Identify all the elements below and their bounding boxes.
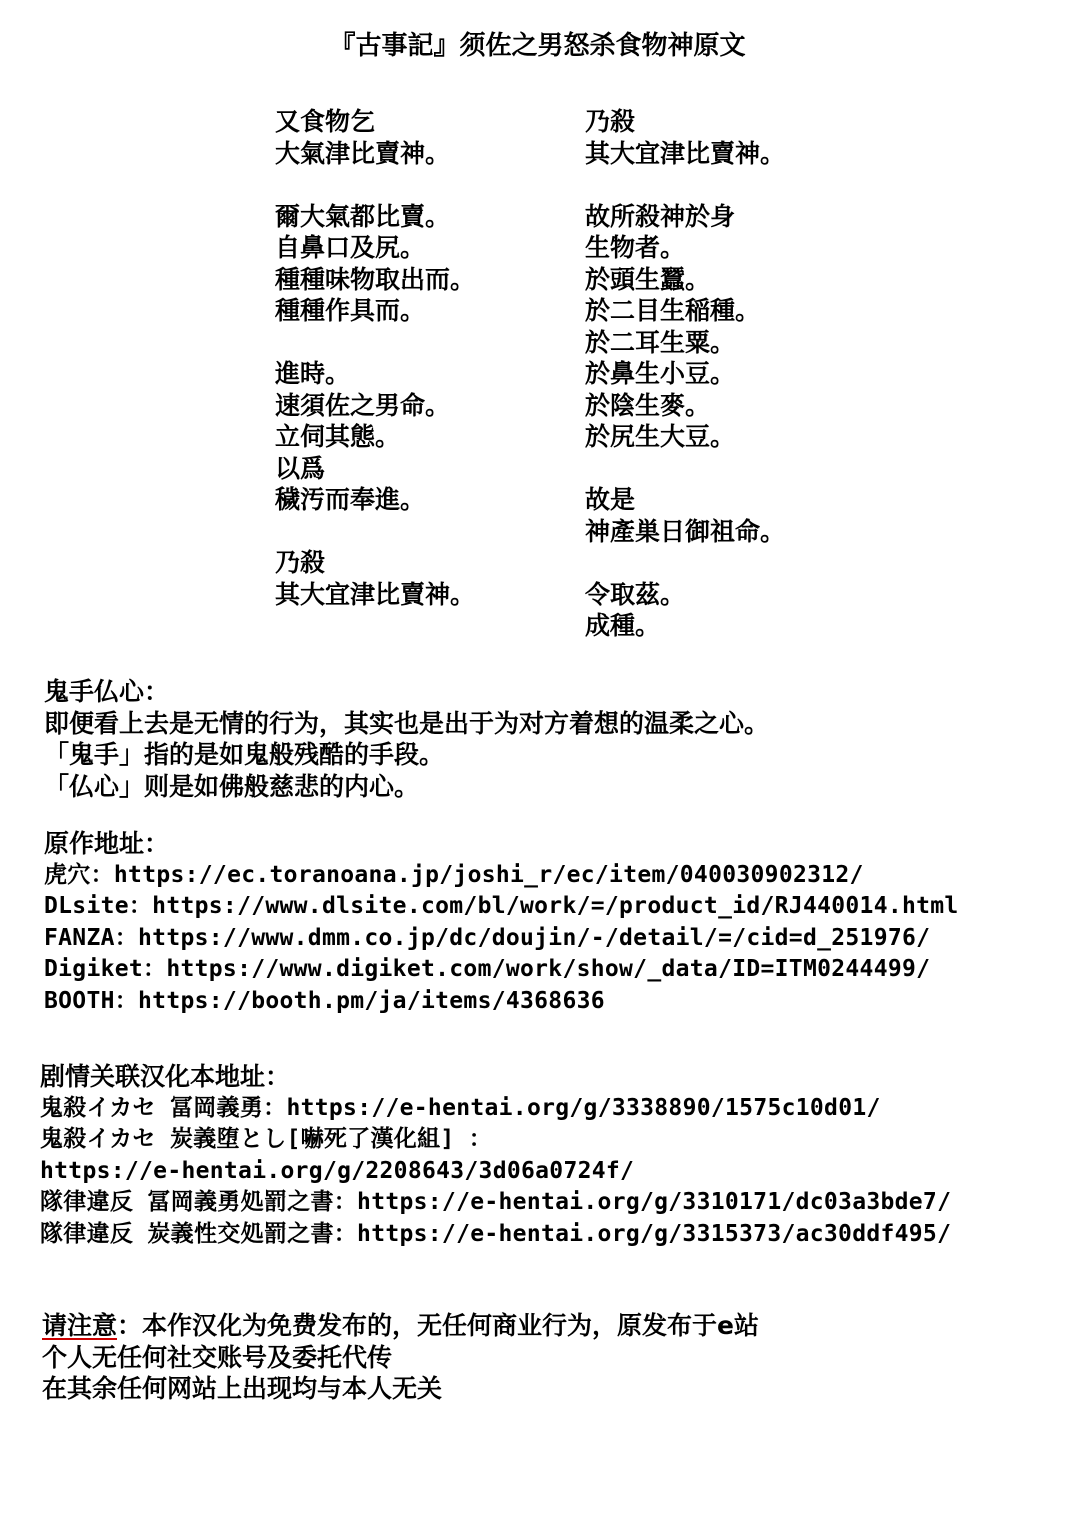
link-booth[interactable]: BOOTH：https://booth.pm/ja/items/4368636 [44, 987, 605, 1014]
link-toranoana[interactable]: 虎穴：https://ec.toranoana.jp/joshi_r/ec/item/040030902312/ [44, 861, 864, 888]
poem-line: 種種味物取出而。 [275, 264, 476, 294]
related-link[interactable]: 隊律違反 冨岡義勇処罰之書：https://e-hentai.org/g/3310171/dc03a3bde7/ [40, 1189, 952, 1215]
note-line: 即便看上去是无情的行为，其实也是出于为对方着想的温柔之心。 [44, 708, 770, 738]
poem-stanza [585, 106, 785, 169]
note-line: 「鬼手」指的是如鬼般残酷的手段。 [44, 740, 445, 769]
poem-stanza [585, 201, 785, 453]
page-title: 『古事記』须佐之男怒杀食物神原文 [329, 31, 746, 61]
poem-line: 立伺其態。 [275, 422, 401, 451]
poem-line: 故是 [585, 485, 636, 514]
related-link-title: 鬼殺イカセ 炭義堕とし[嚇死了漢化組] ： [40, 1126, 492, 1152]
poem-line: 乃殺 [585, 107, 636, 136]
related-link[interactable]: 鬼殺イカセ 冨岡義勇：https://e-hentai.org/g/3338890/1575c10d01/ [40, 1094, 881, 1121]
poem-line: 故所殺神於身 [585, 201, 736, 231]
poem-stanza [275, 201, 475, 327]
related-links-section [40, 1061, 951, 1250]
poem-line: 於尻生大豆。 [585, 422, 736, 451]
poem-stanza [585, 484, 785, 547]
poem-line: 以爲 [275, 453, 326, 483]
note-section [44, 676, 769, 802]
notice-label: 请注意 [42, 1311, 118, 1340]
poem-right-column [585, 106, 785, 673]
poem-stanza [585, 579, 785, 642]
poem-line: 速須佐之男命。 [275, 390, 451, 420]
poem-line: 乃殺 [275, 548, 326, 577]
poem-line: 穢汚而奉進。 [275, 485, 426, 514]
poem-line: 神產巣日御祖命。 [585, 516, 786, 546]
notice-line: 个人无任何社交账号及委托代传 [42, 1342, 393, 1372]
link-fanza[interactable]: FANZA：https://www.dmm.co.jp/dc/doujin/-/detail/=/cid=d_251976/ [44, 924, 931, 951]
poem-line: 於頭生蠶。 [585, 264, 711, 294]
poem-line: 其大宜津比賣神。 [585, 138, 786, 168]
related-links-heading: 剧情关联汉化本地址： [40, 1062, 291, 1091]
poem-line: 於二目生稲種。 [585, 296, 761, 325]
notice-first-text: ：本作汉化为免费发布的，无任何商业行为，原发布于e站 [117, 1311, 759, 1340]
original-links-heading: 原作地址： [44, 829, 170, 858]
poem-stanza [275, 106, 475, 169]
poem-line: 於陰生麥。 [585, 390, 711, 420]
poem-line: 種種作具而。 [275, 296, 426, 325]
poem-line: 於鼻生小豆。 [585, 359, 736, 388]
poem-line: 又食物乞 [275, 107, 376, 136]
poem-stanza [275, 358, 475, 516]
poem-stanza [275, 547, 475, 610]
original-links-section [44, 828, 959, 1017]
note-line: 「仏心」则是如佛般慈悲的内心。 [44, 771, 420, 801]
notice-line: 在其余任何网站上出现均与本人无关 [42, 1374, 443, 1403]
poem-line: 大氣津比賣神。 [275, 138, 451, 168]
notice-section [42, 1310, 759, 1405]
poem-line: 自鼻口及尻。 [275, 233, 426, 262]
poem-line: 成種。 [585, 611, 661, 640]
poem-line: 爾大氣都比賣。 [275, 201, 451, 231]
poem-line: 進時。 [275, 359, 351, 388]
related-link[interactable]: https://e-hentai.org/g/2208643/3d06a0724f/ [40, 1157, 635, 1184]
notice-first-line [42, 1310, 759, 1342]
poem-line: 令取茲。 [585, 579, 686, 609]
poem-left-column [275, 106, 475, 642]
related-link[interactable]: 隊律違反 炭義性交処罰之書：https://e-hentai.org/g/3315373/ac30ddf495/ [40, 1220, 952, 1247]
link-dlsite[interactable]: DLsite：https://www.dlsite.com/bl/work/=/product_id/RJ440014.html [44, 893, 959, 919]
poem-line: 生物者。 [585, 233, 686, 262]
link-digiket[interactable]: Digiket：https://www.digiket.com/work/show/_data/ID=ITM0244499/ [44, 956, 931, 982]
note-heading: 鬼手仏心： [44, 677, 170, 706]
poem-line: 於二耳生粟。 [585, 327, 736, 357]
poem-line: 其大宜津比賣神。 [275, 579, 476, 609]
